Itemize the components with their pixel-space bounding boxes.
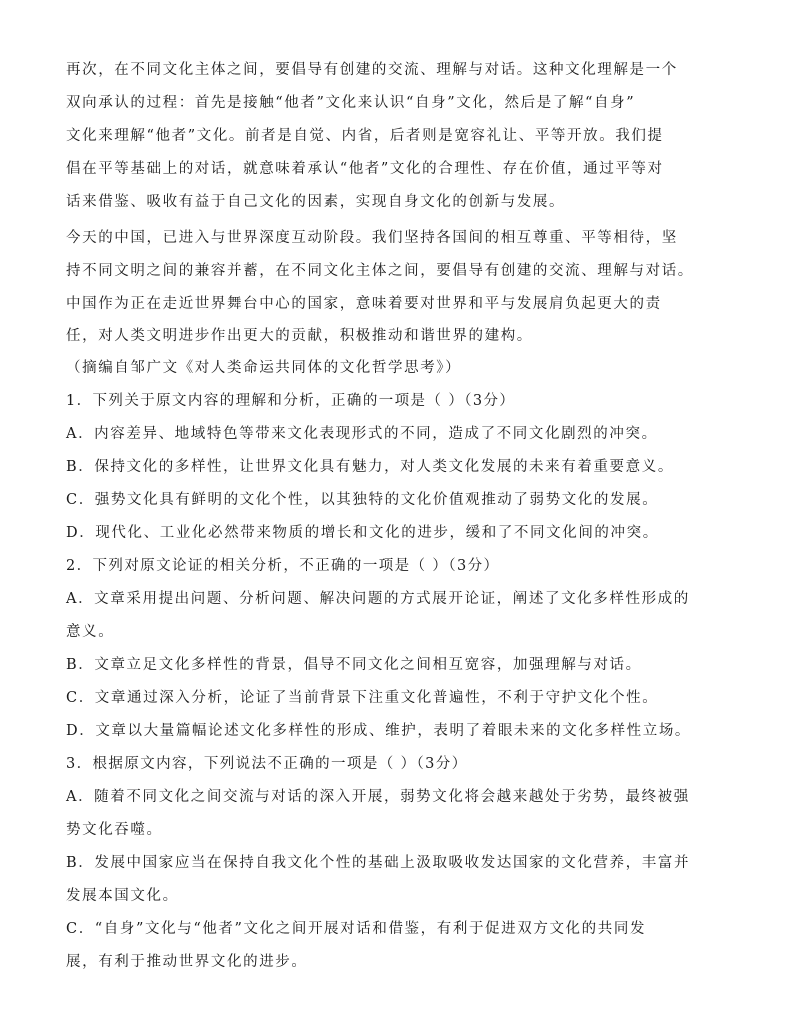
text-line: 再次，在不同文化主体之间，要倡导有创建的交流、理解与对话。这种文化理解是一个 <box>66 62 678 78</box>
question-1-stem: 1．下列关于原文内容的理解和分析，正确的一项是（ ）（3分） <box>66 393 516 409</box>
text-line: 持不同文明之间的兼容并蓄，在不同文化主体之间，要倡导有创建的交流、理解与对话。 <box>66 263 694 279</box>
question-3-stem: 3．根据原文内容，下列说法不正确的一项是（ ）（3分） <box>66 756 468 772</box>
question-3-option-c: C．“自身”文化与“他者”文化之间开展对话和借鉴，有利于促进双方文化的共同发 <box>66 921 647 937</box>
question-1-option-a: A．内容差异、地域特色等带来文化表现形式的不同，造成了不同文化剧烈的冲突。 <box>66 426 658 442</box>
question-3-option-b-cont: 发展本国文化。 <box>66 888 179 904</box>
text-line: 文化来理解“他者”文化。前者是自觉、内省，后者则是宽容礼让、平等开放。我们提 <box>66 128 664 144</box>
question-1-option-c: C．强势文化具有鲜明的文化个性，以其独特的文化价值观推动了弱势文化的发展。 <box>66 492 659 508</box>
question-1-option-b: B．保持文化的多样性，让世界文化具有魅力，对人类文化发展的未来有着重要意义。 <box>66 459 674 475</box>
text-line: 任，对人类文明进步作出更大的贡献，积极推动和谐世界的建构。 <box>66 328 533 344</box>
question-3-option-b: B．发展中国家应当在保持自我文化个性的基础上汲取吸收发达国家的文化营养，丰富并 <box>66 855 691 871</box>
text-line: 今天的中国，已进入与世界深度互动阶段。我们坚持各国间的相互尊重、平等相待，坚 <box>66 230 678 246</box>
question-2-option-a: A．文章采用提出问题、分析问题、解决问题的方式展开论证，阐述了文化多样性形成的 <box>66 591 690 607</box>
question-2-option-a-cont: 意义。 <box>66 624 115 640</box>
question-2-option-c: C．文章通过深入分析，论证了当前背景下注重文化普遍性，不利于守护文化个性。 <box>66 690 659 706</box>
text-line: 中国作为正在走近世界舞台中心的国家，意味着要对世界和平与发展肩负起更大的责 <box>66 296 662 312</box>
question-2-stem: 2．下列对原文论证的相关分析，不正确的一项是（ ）（3分） <box>66 558 500 574</box>
question-3-option-c-cont: 展，有利于推动世界文化的进步。 <box>66 954 308 970</box>
question-3-option-a: A．随着不同文化之间交流与对话的深入开展，弱势文化将会越来越处于劣势，最终被强 <box>66 789 690 805</box>
question-2-option-b: B．文章立足文化多样性的背景，倡导不同文化之间相互宽容，加强理解与对话。 <box>66 657 642 673</box>
question-1-option-d: D．现代化、工业化必然带来物质的增长和文化的进步，缓和了不同文化间的冲突。 <box>66 525 659 541</box>
question-3-option-a-cont: 势文化吞噬。 <box>66 822 163 838</box>
text-line: 倡在平等基础上的对话，就意味着承认“他者”文化的合理性、存在价值，通过平等对 <box>66 161 664 177</box>
question-2-option-d: D．文章以大量篇幅论述文化多样性的形成、维护，表明了着眼未来的文化多样性立场。 <box>66 723 692 739</box>
text-line: 双向承认的过程：首先是接触“他者”文化来认识“自身”文化，然后是了解“自身” <box>66 95 636 111</box>
source-citation: （摘编自邹广文《对人类命运共同体的文化哲学思考》） <box>66 360 462 376</box>
text-line: 话来借鉴、吸收有益于自己文化的因素，实现自身文化的创新与发展。 <box>66 194 566 210</box>
